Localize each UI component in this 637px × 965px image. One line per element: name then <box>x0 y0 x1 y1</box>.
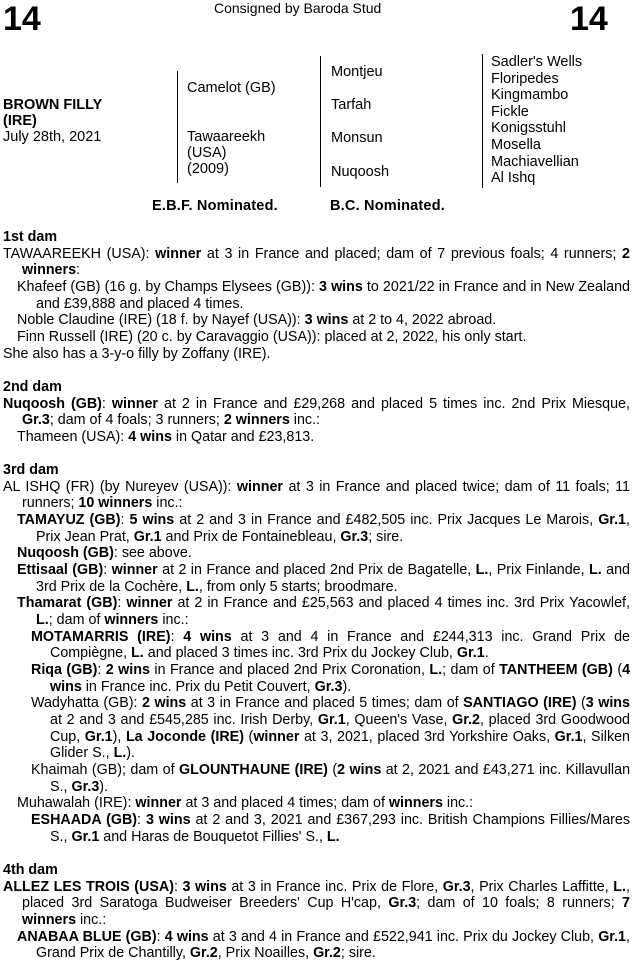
emphasis: ESHAADA (GB) <box>31 811 138 828</box>
dam <box>187 129 265 177</box>
emphasis: 2 wins <box>337 761 382 778</box>
section-heading-4th-dam: 4th dam <box>3 861 58 878</box>
gg-dam-dam-sire: Machiavellian <box>491 153 579 170</box>
emphasis: Thamarat (GB) <box>17 595 118 612</box>
gg-dam-sire-sire: Konigsstuhl <box>491 120 566 137</box>
emphasis: winner <box>155 245 202 262</box>
emphasis: Gr.3 <box>22 412 50 429</box>
emphasis: Gr.3 <box>388 895 417 912</box>
dam-sire: Monsun <box>331 130 383 146</box>
dam-line3: (2009) <box>187 161 229 177</box>
emphasis: L. <box>36 612 49 629</box>
emphasis: GLOUNTHAUNE (IRE) <box>178 761 328 778</box>
produce-entry: Nuqoosh (GB): see above. <box>17 545 192 562</box>
emphasis: 3 wins <box>585 695 630 712</box>
emphasis: Gr.2 <box>189 945 218 962</box>
gg-sire-sire-dam: Floripedes <box>491 70 559 87</box>
emphasis: 3 wins <box>304 312 349 329</box>
produce-entry: Wadyhatta (GB): 2 wins at 3 in France and placed 5 times; dam of SANTIAGO (IRE) (3 wins at 2 and 3 and £545,285 inc. Irish Derby, Gr.1, Queen's Vase, Gr.2, placed 3rd Goodwood Cup, Gr.1), La Joconde (IRE) (winner at 3, 2021, placed 3rd Yorkshire Oaks, Gr.1, Silken Glider S., L.). <box>31 695 630 762</box>
section-heading-2nd-dam: 2nd dam <box>3 378 62 395</box>
bracket-great-grandparents <box>482 54 483 188</box>
emphasis: Gr.1 <box>456 645 485 662</box>
emphasis: Riqa (GB) <box>31 662 98 679</box>
emphasis: L. <box>613 878 626 895</box>
emphasis: 5 wins <box>129 512 175 529</box>
dam-line1: Tawaareekh <box>187 129 266 145</box>
emphasis: winner <box>236 478 283 495</box>
gg-dam-sire-dam: Mosella <box>491 136 541 153</box>
produce-entry: Riqa (GB): 2 wins in France and placed 2nd Prix Coronation, L.; dam of TANTHEEM (GB) (4 wins in France inc. Prix du Petit Couvert, Gr.3). <box>31 662 631 695</box>
section-heading-1st-dam: 1st dam <box>3 229 58 245</box>
gg-sire-dam-dam: Fickle <box>491 103 529 120</box>
emphasis: Gr.1 <box>554 728 583 745</box>
emphasis: MOTAMARRIS (IRE) <box>31 628 171 645</box>
dam-dam: Nuqoosh <box>331 164 390 180</box>
emphasis: Gr.1 <box>84 728 113 745</box>
emphasis: Gr.1 <box>598 512 627 529</box>
emphasis: ANABAA BLUE (GB) <box>17 928 157 945</box>
gg-dam-dam-dam: Al Ishq <box>491 170 536 187</box>
produce-entry: ESHAADA (GB): 3 wins at 2 and 3, 2021 and £367,293 inc. British Champions Fillies/Mares S., Gr.1 and Haras de Bouquetot Fillies' S., L. <box>31 811 631 845</box>
emphasis: Gr.3 <box>442 878 471 895</box>
emphasis: Gr.2 <box>313 945 341 962</box>
emphasis: L. <box>113 745 127 762</box>
emphasis: TAMAYUZ (GB) <box>17 512 121 529</box>
emphasis: L. <box>429 662 443 679</box>
sire: Camelot (GB) <box>187 80 276 96</box>
emphasis: 4 wins <box>50 662 631 695</box>
produce-entry: Ettisaal (GB): winner at 2 in France and placed 2nd Prix de Bagatelle, L., Prix Finlande, L. and 3rd Prix de la Cochère, L., from only 5 starts; broodmare. <box>17 562 630 595</box>
produce-entry: Thameen (USA): 4 wins in Qatar and £23,813. <box>17 428 315 445</box>
emphasis: L. <box>326 828 340 845</box>
emphasis: Gr.2 <box>452 712 480 728</box>
emphasis: winners <box>104 612 159 629</box>
emphasis: 4 wins <box>128 428 172 445</box>
emphasis: 4 wins <box>183 628 232 645</box>
emphasis: TANTHEEM (GB) <box>499 662 613 679</box>
produce-entry: Khaimah (GB); dam of GLOUNTHAUNE (IRE) (2 wins at 2, 2021 and £43,271 inc. Killavullan S., Gr.3). <box>31 761 631 795</box>
emphasis: 2 winners <box>22 245 630 279</box>
fourth-dam-entry: ALLEZ LES TROIS (USA): 3 wins at 3 in France inc. Prix de Flore, Gr.3, Prix Charles Laffitte, L., placed 3rd Saratoga Budweiser Breeders' Cup H'cap, Gr.3; dam of 10 foals; 8 runners; 7 winners inc.: <box>3 878 630 928</box>
emphasis: 4 wins <box>164 928 209 945</box>
bracket-parents <box>177 71 178 183</box>
great-grandparents <box>491 54 582 187</box>
produce-entry: Finn Russell (IRE) (20 c. by Caravaggio (USA)): placed at 2, 2022, his only start. <box>17 328 527 345</box>
produce-entry: TAMAYUZ (GB): 5 wins at 2 and 3 in France and £482,505 inc. Prix Jacques Le Marois, Gr.1, Prix Jean Prat, Gr.1 and Prix de Fontainebleau, Gr.3; sire. <box>17 512 630 545</box>
emphasis: 3 wins <box>182 878 227 895</box>
emphasis: Gr.1 <box>71 828 100 845</box>
emphasis: Gr.1 <box>598 928 627 945</box>
emphasis: 2 wins <box>105 662 150 679</box>
emphasis: winner <box>111 562 158 579</box>
produce-entry: ANABAA BLUE (GB): 4 wins at 3 and 4 in France and £522,941 inc. Prix du Jockey Club, Gr.1, Grand Prix de Chantilly, Gr.2, Prix Noailles, Gr.2; sire. <box>17 928 630 962</box>
emphasis: winner <box>126 595 173 612</box>
second-dam-entry: Nuqoosh (GB): winner at 2 in France and £29,268 and placed 5 times inc. 2nd Prix Miesque, Gr.3; dam of 4 foals; 3 runners; 2 winners inc.: <box>3 395 630 429</box>
lot-number-left: 14 <box>3 0 41 38</box>
gg-sire-dam-sire: Kingmambo <box>491 87 569 104</box>
produce-entry: Muhawalah (IRE): winner at 3 and placed 4 times; dam of winners inc.: <box>17 795 474 812</box>
first-dam-entry: TAWAAREEKH (USA): winner at 3 in France and placed; dam of 7 previous foals; 4 runners; 2 winners: <box>3 245 630 279</box>
sire-sire: Montjeu <box>331 64 383 80</box>
ebf-nominated: E.B.F. Nominated. <box>152 198 278 214</box>
produce-entry: Thamarat (GB): winner at 2 in France and £25,563 and placed 4 times inc. 3rd Prix Yacowlef, L.; dam of winners inc.: <box>17 595 630 629</box>
emphasis: Nuqoosh (GB) <box>17 545 114 562</box>
produce-note: She also has a 3-y-o filly by Zoffany (IRE). <box>3 345 271 362</box>
produce-entry: Khafeef (GB) (16 g. by Champs Elysees (GB)): 3 wins to 2021/22 in France and in New Zealand and £39,888 and placed 4 times. <box>17 278 630 312</box>
emphasis: winners <box>388 795 443 812</box>
emphasis: 2 wins <box>141 695 187 712</box>
emphasis: winner <box>111 395 158 412</box>
emphasis: 10 winners <box>78 495 153 512</box>
emphasis: winner <box>135 795 182 812</box>
emphasis: Ettisaal (GB) <box>17 562 104 579</box>
emphasis: Gr.1 <box>317 712 346 728</box>
horse-name-line2: (IRE) <box>3 113 37 129</box>
emphasis: Gr.3 <box>340 528 369 545</box>
emphasis: L. <box>131 645 144 662</box>
consignor: Consigned by Baroda Stud <box>214 0 382 16</box>
emphasis: 7 winners <box>22 895 630 928</box>
emphasis: winner <box>253 728 300 745</box>
emphasis: Gr.3 <box>71 778 100 795</box>
lot-number-right: 14 <box>570 0 608 38</box>
emphasis: Gr.3 <box>314 678 343 695</box>
emphasis: Nuqoosh (GB) <box>3 395 102 412</box>
emphasis: 3 wins <box>319 278 363 295</box>
emphasis: L. <box>186 578 199 595</box>
emphasis: 2 winners <box>223 412 290 429</box>
section-heading-3rd-dam: 3rd dam <box>3 462 59 479</box>
produce-entry: Noble Claudine (IRE) (18 f. by Nayef (USA)): 3 wins at 2 to 4, 2022 abroad. <box>17 312 497 329</box>
horse-name <box>3 97 102 129</box>
emphasis: La Joconde (IRE) <box>125 728 244 745</box>
catalogue-body <box>3 229 630 962</box>
horse-name-line1: BROWN FILLY <box>3 97 103 113</box>
emphasis: SANTIAGO (IRE) <box>463 695 577 712</box>
emphasis: 3 wins <box>145 811 191 828</box>
gg-sire-sire-sire: Sadler's Wells <box>491 54 583 70</box>
third-dam-entry: AL ISHQ (FR) (by Nureyev (USA)): winner at 3 in France and placed twice; dam of 11 foals; 11 runners; 10 winners inc.: <box>3 478 630 512</box>
emphasis: L. <box>475 562 489 579</box>
emphasis: Gr.1 <box>133 528 162 545</box>
foaled-date: July 28th, 2021 <box>3 129 102 145</box>
emphasis: ALLEZ LES TROIS (USA) <box>3 878 174 895</box>
produce-entry: MOTAMARRIS (IRE): 4 wins at 3 and 4 in France and £244,313 inc. Grand Prix de Compiègne, L. and placed 3 times inc. 3rd Prix du Jockey Club, Gr.1. <box>31 628 631 662</box>
bracket-grandparents <box>320 56 321 187</box>
emphasis: L. <box>589 562 602 579</box>
bc-nominated: B.C. Nominated. <box>330 198 445 214</box>
sire-dam: Tarfah <box>331 97 372 113</box>
dam-line2: (USA) <box>187 145 227 161</box>
